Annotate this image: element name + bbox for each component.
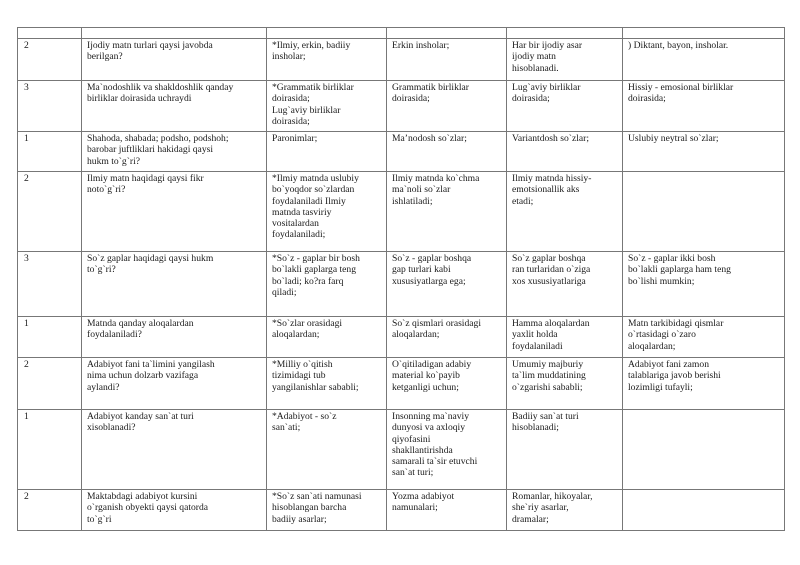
question-cell: So`z gaplar haqidagi qaysi hukm to`g`ri?: [82, 252, 267, 317]
answer-option-cell: Umumiy majburiy ta`lim muddatining o`zgarishi sababli;: [507, 358, 623, 410]
answer-correct-cell: *Adabiyot - so`z san`ati;: [267, 410, 387, 490]
question-cell: Ilmiy matn haqidagi qaysi fikr noto`g`ri?: [82, 172, 267, 252]
table-row: [18, 490, 785, 531]
question-cell: Ijodiy matn turlari qaysi javobda berilgan?: [82, 39, 267, 81]
table-row: [18, 252, 785, 317]
answer-option-cell: Erkin insholar;: [387, 39, 507, 81]
answer-correct-cell: [267, 28, 387, 39]
table-row: [18, 132, 785, 172]
table-row: [18, 39, 785, 81]
answer-option-cell: Romanlar, hikoyalar, she`riy asarlar, dramalar;: [507, 490, 623, 531]
answer-option-cell: Ilmiy matnda ko`chma ma`noli so`zlar ishlatiladi;: [387, 172, 507, 252]
answer-option-cell: So`z gaplar boshqa ran turlaridan o`ziga xos xususiyatlariga: [507, 252, 623, 317]
answer-option-cell: So`z - gaplar boshqa gap turlari kabi xususiyatlarga ega;: [387, 252, 507, 317]
answer-option-cell: Hamma aloqalardan yaxlit holda foydalaniladi: [507, 317, 623, 358]
answer-option-cell: [507, 28, 623, 39]
answer-option-cell: [623, 28, 785, 39]
answer-option-cell: Lug`aviy birliklar doirasida;: [507, 81, 623, 132]
answer-option-cell: Insonning ma`naviy dunyosi va axloqiy qiyofasini shakllantirishda samarali ta`sir etuvchi san`at turi;: [387, 410, 507, 490]
answer-option-cell: Adabiyot fani zamon talablariga javob berishi lozimligi tufayli;: [623, 358, 785, 410]
row-number: 2: [18, 172, 82, 252]
answer-correct-cell: *Grammatik birliklar doirasida; Lug`aviy birliklar doirasida;: [267, 81, 387, 132]
row-number: 3: [18, 81, 82, 132]
row-number: [18, 28, 82, 39]
answer-option-cell: So`z - gaplar ikki bosh bo`lakli gaplarga ham teng bo`lishi mumkin;: [623, 252, 785, 317]
answer-correct-cell: *So`z - gaplar bir bosh bo`lakli gaplarga teng bo`ladi; ko?ra farq qiladi;: [267, 252, 387, 317]
answer-option-cell: ) Diktant, bayon, insholar.: [623, 39, 785, 81]
row-number: 3: [18, 252, 82, 317]
question-cell: Adabiyot fani ta`limini yangilash nima uchun dolzarb vazifaga aylandi?: [82, 358, 267, 410]
row-number: 1: [18, 317, 82, 358]
table-row: [18, 317, 785, 358]
answer-option-cell: [623, 490, 785, 531]
row-number: 1: [18, 132, 82, 172]
answer-option-cell: [623, 410, 785, 490]
question-cell: Shahoda, shabada; podsho, podshoh; barobar juftliklari hakidagi qaysi hukm to`g`ri?: [82, 132, 267, 172]
answer-correct-cell: *Ilmiy matnda uslubiy bo`yoqdor so`zlardan foydalaniladi Ilmiy matnda tasviriy vositalardan foydalaniladi;: [267, 172, 387, 252]
answer-option-cell: [623, 172, 785, 252]
answer-option-cell: Ma’nodosh so`zlar;: [387, 132, 507, 172]
answer-correct-cell: Paronimlar;: [267, 132, 387, 172]
answer-option-cell: Matn tarkibidagi qismlar o`rtasidagi o`zaro aloqalardan;: [623, 317, 785, 358]
question-cell: [82, 28, 267, 39]
question-cell: Matnda qanday aloqalardan foydalaniladi?: [82, 317, 267, 358]
answer-correct-cell: *So`z san`ati namunasi hisoblangan barcha badiiy asarlar;: [267, 490, 387, 531]
answer-option-cell: Grammatik birliklar doirasida;: [387, 81, 507, 132]
answer-option-cell: [387, 28, 507, 39]
answer-correct-cell: *Ilmiy, erkin, badiiy insholar;: [267, 39, 387, 81]
answer-option-cell: Yozma adabiyot namunalari;: [387, 490, 507, 531]
answer-correct-cell: *Milliy o`qitish tizimidagi tub yangilanishlar sababli;: [267, 358, 387, 410]
row-number: 2: [18, 358, 82, 410]
table-row: [18, 28, 785, 39]
question-cell: Ma`nodoshlik va shakldoshlik qanday birliklar doirasida uchraydi: [82, 81, 267, 132]
table-row: [18, 410, 785, 490]
row-number: 1: [18, 410, 82, 490]
answer-option-cell: Ilmiy matnda hissiy- emotsionallik aks etadi;: [507, 172, 623, 252]
answer-option-cell: So`z qismlari orasidagi aloqalardan;: [387, 317, 507, 358]
answer-option-cell: Badiiy san`at turi hisoblanadi;: [507, 410, 623, 490]
question-cell: Maktabdagi adabiyot kursini o`rganish obyekti qaysi qatorda to`g`ri: [82, 490, 267, 531]
answer-option-cell: Har bir ijodiy asar ijodiy matn hisoblanadi.: [507, 39, 623, 81]
answer-option-cell: Hissiy - emosional birliklar doirasida;: [623, 81, 785, 132]
table-row: [18, 81, 785, 132]
answer-option-cell: O`qitiladigan adabiy material ko`payib ketganligi uchun;: [387, 358, 507, 410]
answer-option-cell: Variantdosh so`zlar;: [507, 132, 623, 172]
table-row: [18, 172, 785, 252]
answer-option-cell: Uslubiy neytral so`zlar;: [623, 132, 785, 172]
row-number: 2: [18, 39, 82, 81]
quiz-table: [17, 27, 785, 531]
table-row: [18, 358, 785, 410]
row-number: 2: [18, 490, 82, 531]
question-cell: Adabiyot kanday san`at turi xisoblanadi?: [82, 410, 267, 490]
answer-correct-cell: *So`zlar orasidagi aloqalardan;: [267, 317, 387, 358]
